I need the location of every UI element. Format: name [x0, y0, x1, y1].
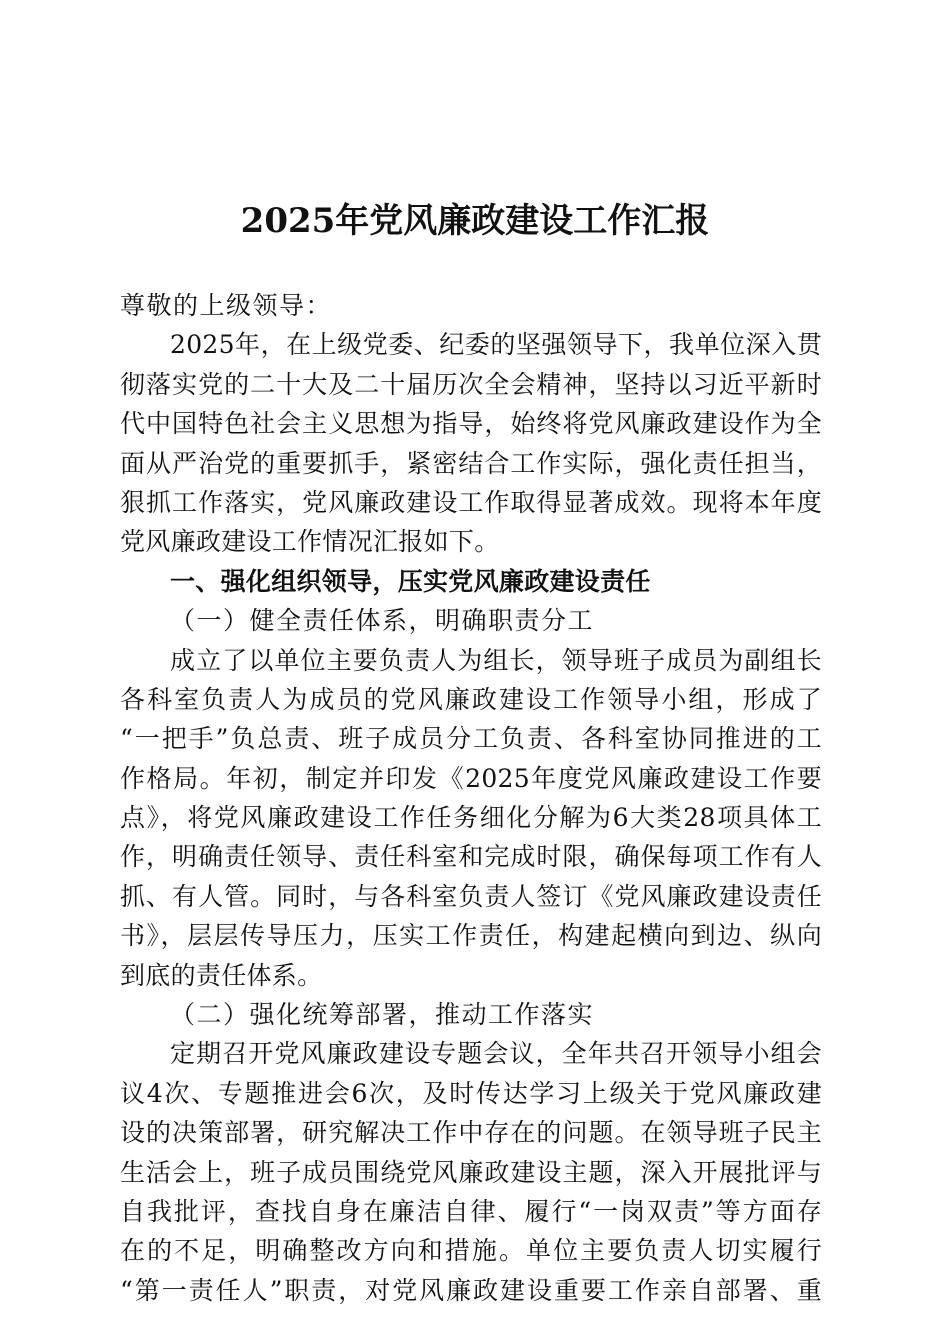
- paragraph-line: 到底的责任体系。: [120, 960, 323, 990]
- paragraph-line: 定期召开党风廉政建设专题会议，全年共召开领导小组会: [170, 1039, 822, 1069]
- paragraph-line: 抓、有人管。同时，与各科室负责人签订《党风廉政建设责任: [120, 881, 822, 911]
- subsection-heading: （二）强化统筹部署，推动工作落实: [170, 1000, 595, 1030]
- paragraph-line: 自我批评，查找自身在廉洁自律、履行“一岗双责”等方面存: [120, 1196, 822, 1226]
- document-title: 2025年党风廉政建设工作汇报: [240, 201, 710, 241]
- paragraph-line: 彻落实党的二十大及二十届历次全会精神，坚持以习近平新时: [120, 369, 822, 399]
- subsection-heading: （一）健全责任体系，明确职责分工: [170, 606, 595, 636]
- paragraph-line: 面从严治党的重要抓手，紧密结合工作实际，强化责任担当，: [120, 448, 822, 478]
- document-body: [120, 286, 822, 1310]
- paragraph-line: 代中国特色社会主义思想为指导，始终将党风廉政建设作为全: [120, 409, 822, 439]
- paragraph-line: 点》，将党风廉政建设工作任务细化分解为6大类28项具体工: [120, 803, 822, 833]
- paragraph-line: “第一责任人”职责，对党风廉政建设重要工作亲自部署、重: [120, 1275, 822, 1305]
- paragraph-line: 在的不足，明确整改方向和措施。单位主要负责人切实履行: [120, 1236, 822, 1266]
- paragraph-line: 狠抓工作落实，党风廉政建设工作取得显著成效。现将本年度: [120, 487, 822, 517]
- paragraph-line: 书》，层层传导压力，压实工作责任，构建起横向到边、纵向: [120, 921, 822, 951]
- paragraph-line: “一把手”负总责、班子成员分工负责、各科室协同推进的工: [120, 724, 822, 754]
- paragraph-line: 党风廉政建设工作情况汇报如下。: [120, 527, 500, 557]
- paragraph-line: 作，明确责任领导、责任科室和完成时限，确保每项工作有人: [120, 842, 822, 872]
- paragraph-line: 各科室负责人为成员的党风廉政建设工作领导小组，形成了: [120, 684, 822, 714]
- paragraph-line: 2025年，在上级党委、纪委的坚强领导下，我单位深入贯: [170, 330, 822, 360]
- paragraph-line: 议4次、专题推进会6次，及时传达学习上级关于党风廉政建: [120, 1078, 822, 1108]
- subsection2-paragraph: [120, 1034, 822, 1310]
- subsection1-paragraph: [120, 641, 822, 996]
- paragraph-line: 成立了以单位主要负责人为组长，领导班子成员为副组长: [170, 645, 822, 675]
- paragraph-line: 设的决策部署，研究解决工作中存在的问题。在领导班子民主: [120, 1118, 822, 1148]
- intro-paragraph: [120, 325, 822, 561]
- paragraph-line: 生活会上，班子成员围绕党风廉政建设主题，深入开展批评与: [120, 1157, 822, 1187]
- paragraph-line: 作格局。年初，制定并印发《2025年度党风廉政建设工作要: [120, 763, 822, 793]
- section-heading: 一、强化组织领导，压实党风廉政建设责任: [170, 566, 651, 596]
- salutation: 尊敬的上级领导：: [120, 291, 333, 320]
